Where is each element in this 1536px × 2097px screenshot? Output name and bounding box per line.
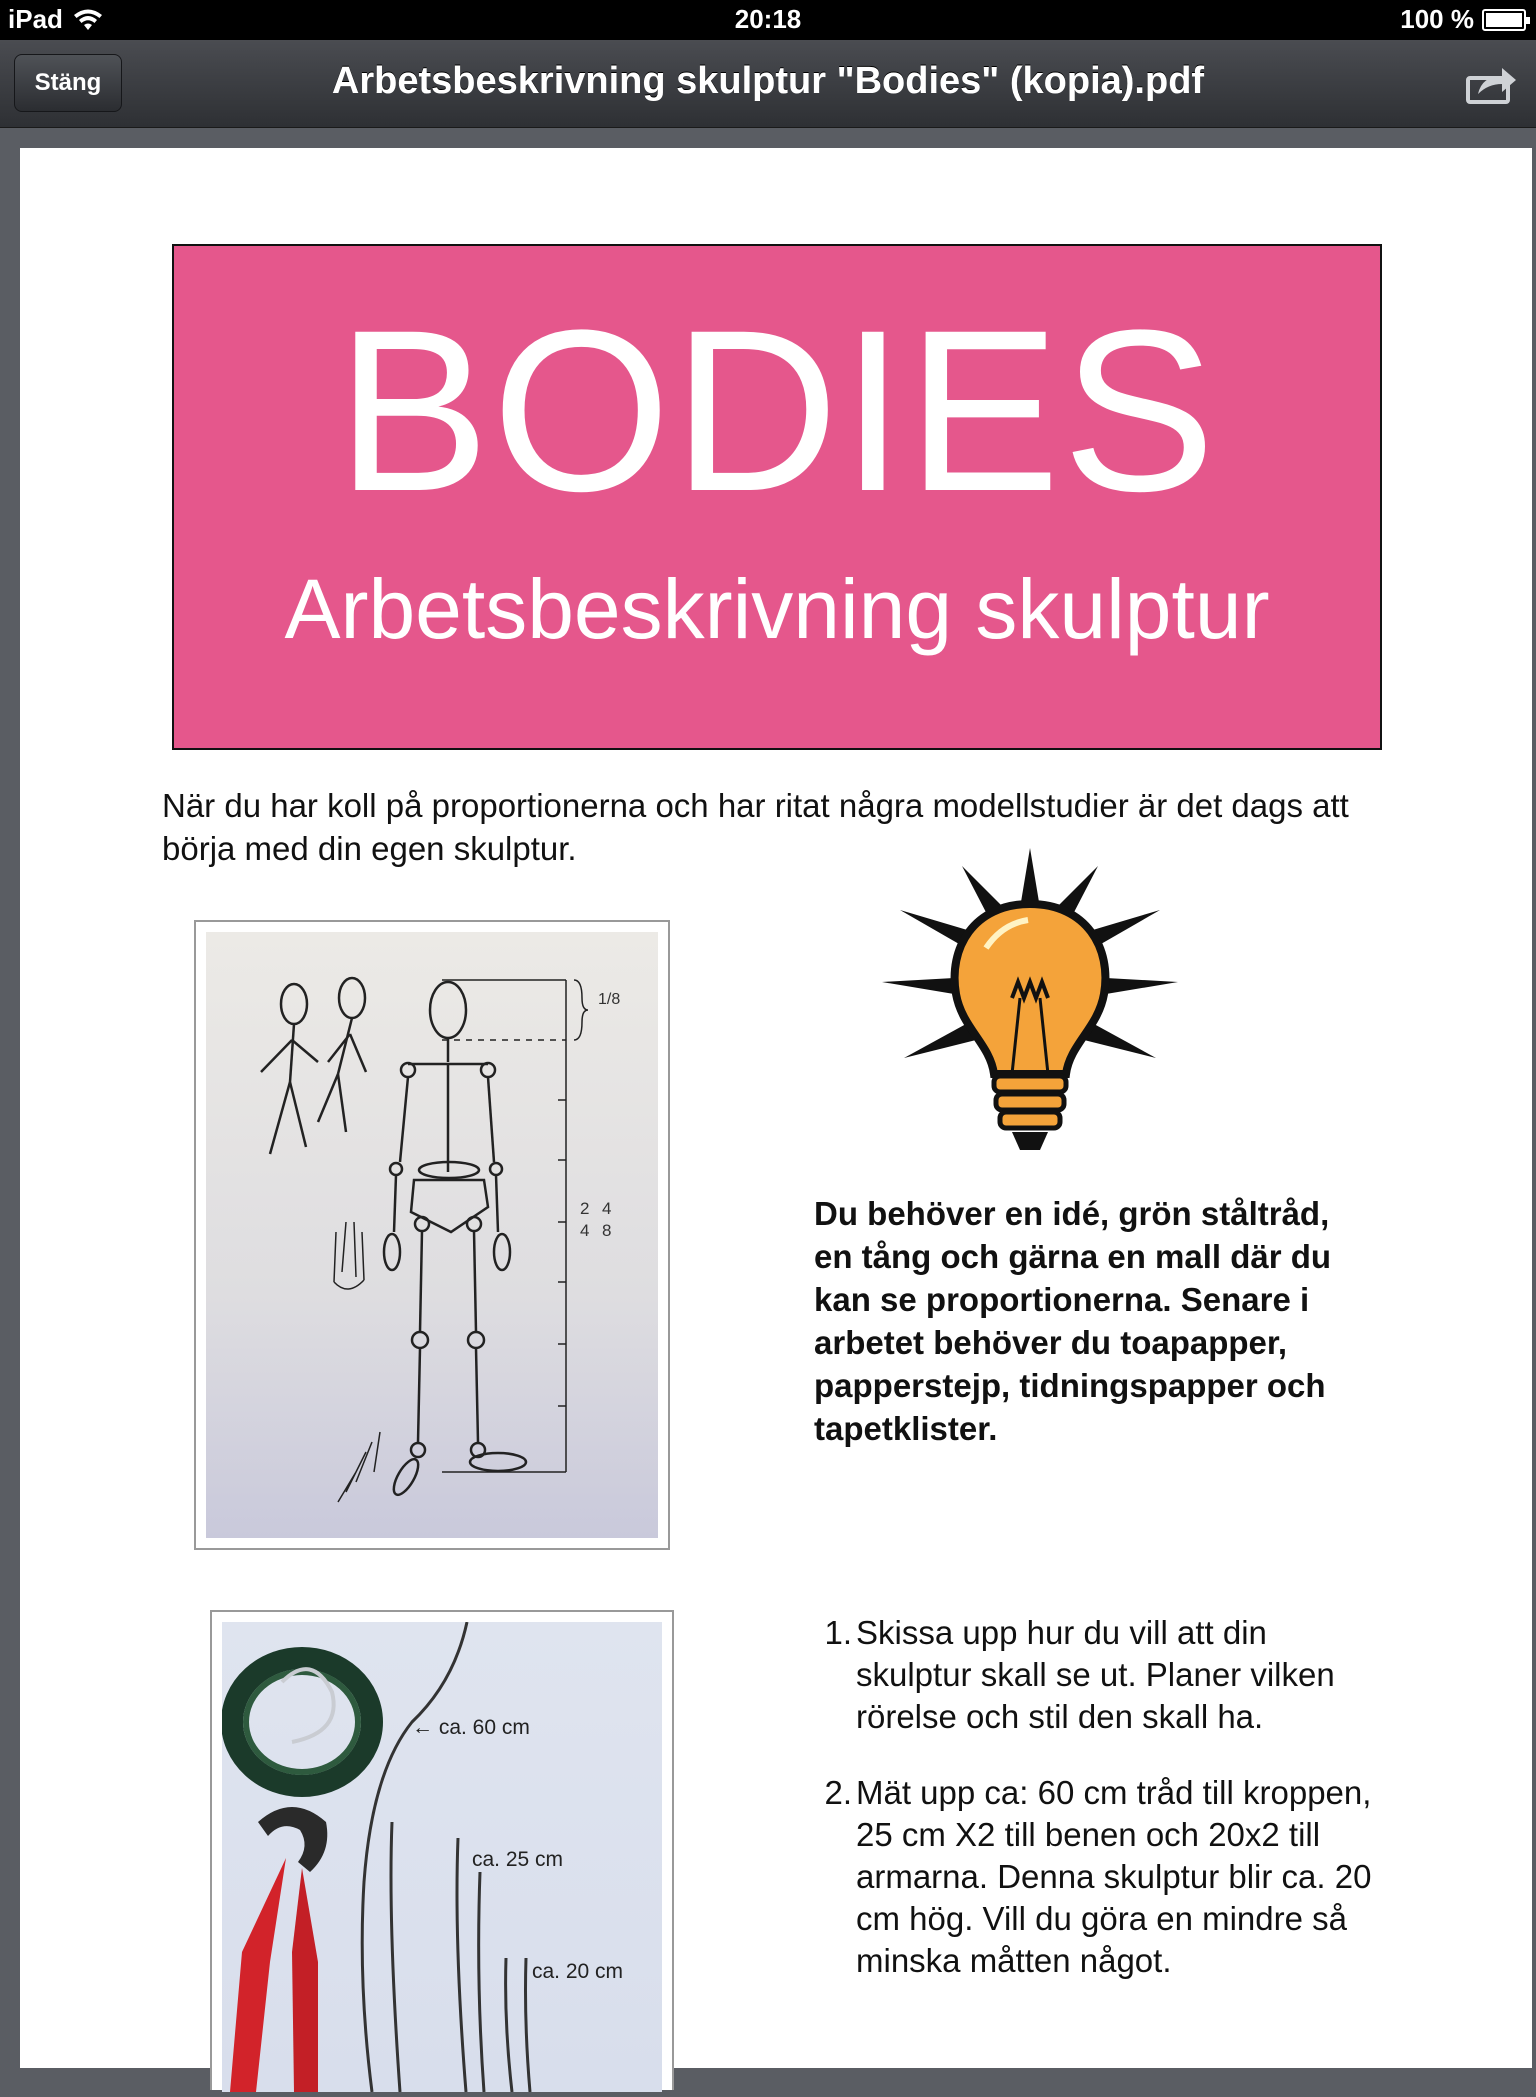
stick-figure-sketch bbox=[206, 932, 658, 1538]
close-button[interactable]: Stäng bbox=[14, 54, 122, 112]
step-1 bbox=[814, 1612, 1374, 1738]
proportion-sketch-photo bbox=[194, 920, 670, 1550]
label-20cm: ca. 20 cm bbox=[532, 1960, 624, 1983]
label-25cm: ca. 25 cm bbox=[472, 1848, 564, 1871]
step-2-number: 2. bbox=[824, 1774, 852, 1811]
step-2-text: Mät upp ca: 60 cm tråd till kroppen, 25 cm X2 till benen och 20x2 till armarna. Denna skulptur blir ca. 20 cm hög. Vill du göra en mindre så minska måtten något. bbox=[856, 1774, 1372, 1979]
fraction-top: 1/8 bbox=[598, 991, 621, 1008]
banner-title: BODIES bbox=[336, 282, 1218, 539]
steps-list bbox=[814, 1612, 1374, 2016]
fraction-mid-b: 4 bbox=[602, 1199, 612, 1218]
nav-bar bbox=[0, 40, 1536, 128]
materials-text: Du behöver en idé, grön ståltråd, en tång och gärna en mall där du kan se proportionerna. Senare i arbetet behöver du toapapper, papperstejp, tidningspapper och tapetklister. bbox=[814, 1195, 1332, 1447]
battery-percent: 100 % bbox=[1400, 4, 1474, 34]
document-title: Arbetsbeskrivning skulptur "Bodies" (kopia).pdf bbox=[331, 60, 1205, 102]
status-right bbox=[1400, 4, 1526, 35]
lightbulb-icon bbox=[882, 848, 1178, 1168]
status-time: 20:18 bbox=[734, 4, 802, 34]
intro-text: När du har koll på proportionerna och har ritat några modellstudier är det dags att börja med din egen skulptur. bbox=[162, 787, 1349, 867]
label-60cm: ← ca. 60 cm bbox=[412, 1716, 530, 1739]
pdf-page[interactable] bbox=[20, 148, 1532, 2068]
fraction-mid-c: 4 bbox=[580, 1221, 590, 1240]
step-1-text: Skissa upp hur du vill att din skulptur skall se ut. Planer vilken rörelse och stil den skall ha. bbox=[856, 1614, 1335, 1735]
status-bar bbox=[0, 0, 1536, 40]
step-1-number: 1. bbox=[824, 1614, 852, 1651]
battery-icon bbox=[1482, 9, 1526, 31]
title-banner bbox=[172, 244, 1382, 750]
wire-photo-illustration bbox=[222, 1622, 662, 2092]
banner-subtitle: Arbetsbeskrivning skulptur bbox=[284, 562, 1270, 656]
step-2 bbox=[814, 1772, 1374, 1982]
device-name: iPad bbox=[8, 4, 63, 34]
fraction-mid-a: 2 bbox=[580, 1199, 590, 1218]
fraction-mid-d: 8 bbox=[602, 1221, 612, 1240]
wire-pliers-photo bbox=[210, 1610, 674, 2090]
share-icon[interactable] bbox=[1464, 62, 1520, 106]
